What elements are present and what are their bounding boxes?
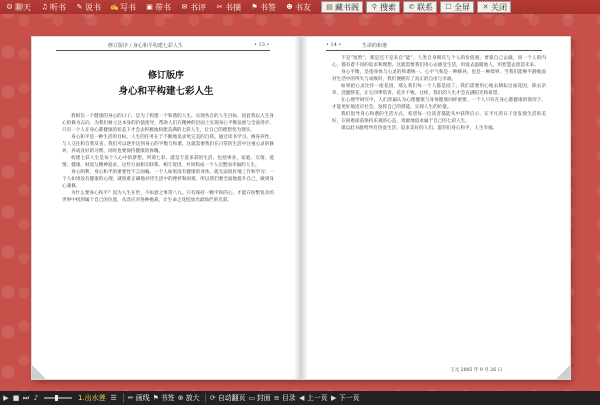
left-page-number: • 13 • [254, 42, 270, 48]
top-toolbar [0, 0, 600, 14]
carry-book-icon: ▣ [146, 3, 153, 11]
chat-button[interactable]: ☺ 聊天 [6, 2, 31, 12]
excerpt-icon: ✂ [216, 3, 223, 11]
right-page[interactable] [302, 37, 570, 379]
paragraph: 构建七彩人生是每个人心中的梦想。所谓七彩，就是丰富多彩的生活，包括事业、家庭、友情、爱情、健康、财富与精神追求。这些方面相互联系、相互促进，共同构成一个人完整而幸福的人生。 [62, 156, 274, 168]
bookmark-button[interactable]: ⚑ 书签 [251, 2, 276, 12]
fullscreen-icon: ☐ [445, 3, 452, 11]
bookmark-icon: ⚑ [251, 3, 258, 11]
playlist-icon: ☰ [110, 394, 117, 402]
paragraph: 为什么要身心和平？因为人生在世，不如意之事常八九。只有保持一颗平和的心，才能在纷繁复杂的世界中找到属于自己的位置，从容应对各种挑战，让生命之花绽放出最灿烂的光彩。 [62, 191, 274, 203]
next-page-icon: ▶ [330, 394, 337, 402]
search-icon: ⚲ [371, 3, 378, 11]
close-button[interactable]: ✕ 关闭 [477, 1, 511, 13]
toc-icon: ≡ [273, 394, 280, 402]
paragraph: 身心和平是一种生活的目标，人生的任务在于不断地追求更完美的自我。通过读书学习、修身养性、与人交往和自我反省，我们可以逐步达到身心的平衡与和谐。这就需要我们在日常的生活中注重心灵的修养，养成良好的习惯，同时也要保持健康的体魄。 [62, 135, 274, 154]
playlist-button[interactable] [110, 392, 118, 404]
left-page[interactable] [32, 37, 300, 379]
right-page-number: • 14 • [326, 42, 342, 48]
contact-icon: ✆ [408, 3, 415, 11]
pen-icon: ✍ [110, 3, 119, 11]
paragraph: 身心平衡，是指身体与心灵的和谐统一。心平气和是一种修养，也是一种境界。当我们能够平静地面对生活中的得失与成败时，我们便拥有了真正的自由与幸福。 [332, 70, 546, 82]
chapter-title: 身心和平构建七彩人生 [118, 86, 214, 97]
page-curl-left[interactable] [32, 365, 46, 379]
bottom-bookmark-button[interactable]: ⚑ 书签 [152, 394, 175, 402]
section-title: 修订版序 [147, 71, 184, 81]
stop-icon: ■ [12, 394, 20, 402]
headphones-icon: ♫ [41, 3, 48, 11]
track-title: 1.出水莲 [78, 394, 106, 402]
review-icon: ✉ [181, 3, 188, 11]
left-running-head: 修订版序 / 身心和平构建七彩人生 [108, 43, 183, 49]
contact-button[interactable]: ✆ 联系 [403, 1, 437, 13]
auto-page-icon: ⟳ [209, 394, 216, 402]
cover-button[interactable]: ▭ 封面 [248, 394, 271, 402]
cover-icon: ▭ [248, 394, 255, 402]
zoom-in-icon: ⊕ [177, 394, 184, 402]
library-icon: ▤ [326, 3, 333, 11]
open-book [32, 37, 570, 379]
paragraph: 在心理学研究中，人们普遍认为心理健康与身体健康同样重要。一个人只有在身心都健康的情况下，才能更好地适应社会，发挥自己的潜能，实现人生的价值。 [332, 98, 546, 110]
signature: 王元 2005 年 9 月 26 日 [450, 368, 503, 373]
book-friends-button[interactable]: ☻ 书友 [286, 2, 311, 12]
right-header-rule [326, 50, 542, 51]
paragraph: 不是“短暂”，那是还不是来自“能”。人类自身拥有与个人的价值观，要靠自己去做，同一个人的内心，都有着不同的追求和理想。这就需要我们用心去感受生活，用爱去温暖他人，用智慧去创造未来。 [332, 56, 546, 68]
paragraph: 谨以此书献给所有热爱生活、追求美好的人们。愿你们身心和平，人生幸福。 [341, 126, 498, 131]
paragraph: 我们倡导身心和谐的生活方式，希望每一位读者都能从中获得启示，在平凡的日子里发现生活的美好，在困难面前保持乐观的心态，勇敢地追求属于自己的七彩人生。 [332, 112, 546, 124]
bookmark-icon: ⚑ [152, 394, 159, 402]
right-page-text [332, 55, 546, 365]
next-track-button[interactable] [22, 392, 30, 404]
prev-page-button[interactable]: ◀ 上一页 [298, 394, 328, 402]
play-pause-icon: ▶ [3, 394, 9, 402]
listen-book-button[interactable]: ♫ 听书 [41, 2, 66, 12]
stop-button[interactable] [12, 392, 20, 404]
book-review-button[interactable]: ✉ 书评 [181, 2, 206, 12]
bottom-control-bar [0, 391, 600, 405]
speech-icon: ✎ [76, 3, 83, 11]
volume-knob[interactable] [55, 395, 58, 401]
write-book-button[interactable]: ✍ 写书 [110, 2, 136, 12]
book-excerpt-button[interactable]: ✂ 书摘 [216, 2, 241, 12]
paragraph: 我相信一个健康的身心的日子，是为了构建一个和谐的人生。实现各自的人生目标，因此我以人生身心的修为志向，为我们树立这本身的价值指导，帮助人们在精神的层面上实现身心平衡发展与全面进步。只有一个人在身心都健康的状态下才会去积极地构建美满的七彩人生，让自己的理想变为现实。 [62, 114, 274, 133]
paragraph: 如果把心灵比作一座花园，那么我们每一个人都是园丁。我们需要用心地去耕耘这座花园，除去杂草，浇灌鲜花，让它四季常青、花开不败。这样，我们的人生才会充满阳光和希望。 [332, 84, 546, 96]
mute-button[interactable] [32, 392, 40, 404]
fullscreen-button[interactable]: ☐ 全屏 [440, 1, 474, 13]
paragraph: 身心两利，身心和平的重要性不言而喻。一个人如果没有健康的身体，就无法很好地工作和学习；一个人如果没有健康的心理，就很难正确地对待生活中的挫折和困难。所以我们要全面地提升自己，做到身心兼修。 [62, 170, 274, 189]
right-running-head: 生命的和谐 [362, 43, 388, 49]
next-page-button[interactable]: ▶ 下一页 [330, 394, 360, 402]
auto-page-button[interactable]: ⟳ 自动翻页 [209, 394, 246, 402]
volume-slider[interactable] [44, 397, 72, 399]
left-header-rule [56, 50, 270, 51]
search-button[interactable]: ⚲ 搜索 [366, 1, 400, 13]
draw-line-button[interactable]: ✏ 画线 [127, 394, 150, 402]
close-icon: ✕ [482, 3, 489, 11]
play-pause-button[interactable] [2, 392, 10, 404]
chat-icon: ☺ [6, 3, 13, 11]
tell-book-button[interactable]: ✎ 说书 [76, 2, 101, 12]
carry-book-button[interactable]: ▣ 带书 [146, 2, 171, 12]
prev-page-icon: ◀ [298, 394, 305, 402]
zoom-in-button[interactable]: ⊕ 放大 [177, 394, 200, 402]
library-button[interactable]: ▤ 藏书阁 [321, 1, 363, 13]
friends-icon: ☻ [286, 3, 293, 11]
next-track-icon: ⏭ [22, 393, 30, 402]
toc-button[interactable]: ≡ 目录 [273, 394, 296, 402]
draw-icon: ✏ [127, 394, 134, 402]
speaker-icon: ♪ [33, 394, 39, 402]
page-curl-right[interactable] [556, 365, 570, 379]
left-page-text [62, 113, 274, 375]
